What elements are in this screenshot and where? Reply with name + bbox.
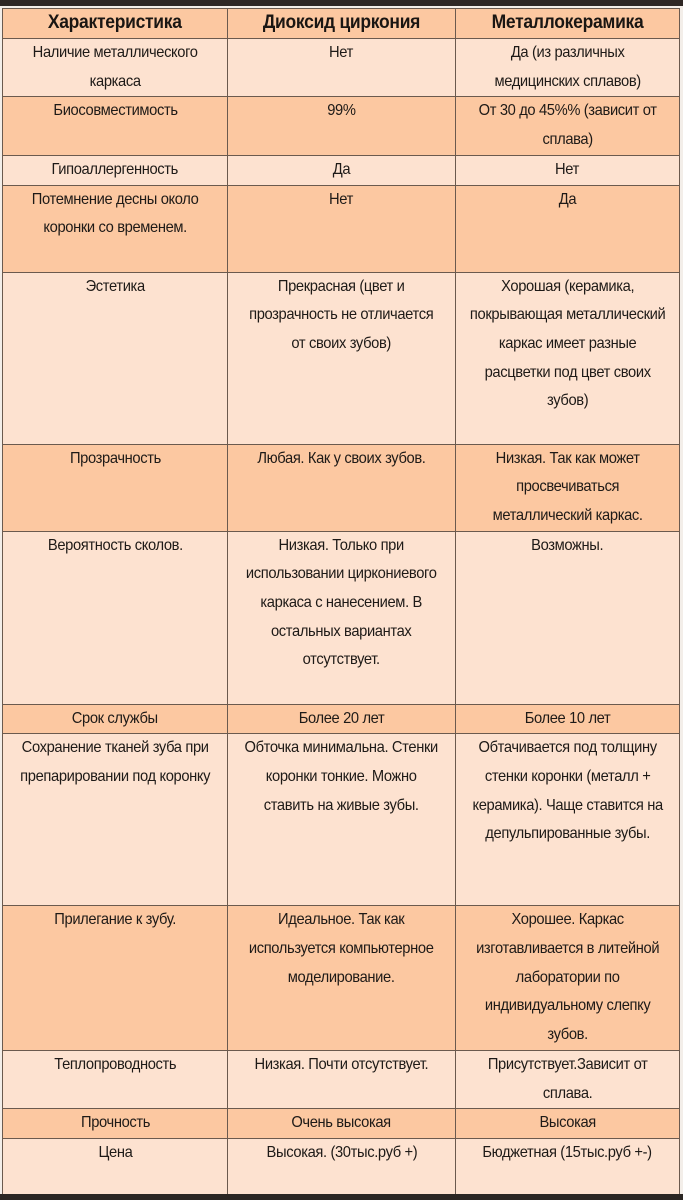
- table-row: [3, 444, 680, 531]
- cell-zirconia: Высокая. (30тыс.руб +): [228, 1138, 455, 1197]
- cell-metal-ceramic: Да: [455, 185, 679, 272]
- table-row: [3, 272, 680, 444]
- cell-zirconia: Очень высокая: [228, 1109, 455, 1139]
- cell-zirconia: Низкая. Почти отсутствует.: [228, 1050, 455, 1108]
- cell-metal-ceramic: Присутствует.Зависит от сплава.: [455, 1050, 679, 1108]
- header-metal-ceramic: Металлокерамика: [455, 9, 679, 39]
- cell-metal-ceramic: Обтачивается под толщину стенки коронки (металл + керамика). Чаще ставится на депульпированные зубы.: [455, 734, 679, 906]
- cell-metal-ceramic: Низкая. Так как может просвечиваться металлический каркас.: [455, 444, 679, 531]
- comparison-table: [2, 8, 680, 1198]
- cell-zirconia: Более 20 лет: [228, 704, 455, 734]
- cell-characteristic: Теплопроводность: [3, 1050, 228, 1108]
- cell-characteristic: Вероятность сколов.: [3, 531, 228, 704]
- table-row: [3, 1050, 680, 1108]
- cell-metal-ceramic: Да (из различных медицинских сплавов): [455, 39, 679, 97]
- table-row: [3, 906, 680, 1051]
- comparison-sheet: [0, 6, 683, 1194]
- table-row: [3, 1138, 680, 1197]
- cell-metal-ceramic: Возможны.: [455, 531, 679, 704]
- cell-characteristic: Потемнение десны около коронки со временем.: [3, 185, 228, 272]
- cell-metal-ceramic: Хорошее. Каркас изготавливается в литейной лаборатории по индивидуальному слепку зубов.: [455, 906, 679, 1051]
- cell-metal-ceramic: Нет: [455, 155, 679, 185]
- table-body: [3, 39, 680, 1198]
- cell-zirconia: Обточка минимальна. Стенки коронки тонкие. Можно ставить на живые зубы.: [228, 734, 455, 906]
- cell-characteristic: Биосовместимость: [3, 97, 228, 155]
- cell-characteristic: Прозрачность: [3, 444, 228, 531]
- cell-characteristic: Прилегание к зубу.: [3, 906, 228, 1051]
- table-row: [3, 39, 680, 97]
- table-row: [3, 734, 680, 906]
- header-zirconia: Диоксид циркония: [228, 9, 455, 39]
- table-row: [3, 1109, 680, 1139]
- cell-zirconia: 99%: [228, 97, 455, 155]
- cell-characteristic: Прочность: [3, 1109, 228, 1139]
- cell-zirconia: Прекрасная (цвет и прозрачность не отличается от своих зубов): [228, 272, 455, 444]
- cell-zirconia: Идеальное. Так как используется компьютерное моделирование.: [228, 906, 455, 1051]
- table-row: [3, 155, 680, 185]
- cell-characteristic: Эстетика: [3, 272, 228, 444]
- table-row: [3, 531, 680, 704]
- cell-metal-ceramic: От 30 до 45%% (зависит от сплава): [455, 97, 679, 155]
- table-row: [3, 185, 680, 272]
- cell-metal-ceramic: Высокая: [455, 1109, 679, 1139]
- bottom-dark-band: [0, 1194, 683, 1200]
- cell-zirconia: Да: [228, 155, 455, 185]
- cell-metal-ceramic: Более 10 лет: [455, 704, 679, 734]
- cell-zirconia: Нет: [228, 39, 455, 97]
- header-characteristic: Характеристика: [3, 9, 228, 39]
- cell-characteristic: Цена: [3, 1138, 228, 1197]
- table-row: [3, 704, 680, 734]
- cell-characteristic: Наличие металлического каркаса: [3, 39, 228, 97]
- cell-zirconia: Любая. Как у своих зубов.: [228, 444, 455, 531]
- table-header-row: [3, 9, 680, 39]
- cell-characteristic: Сохранение тканей зуба при препарировании под коронку: [3, 734, 228, 906]
- cell-zirconia: Нет: [228, 185, 455, 272]
- cell-characteristic: Срок службы: [3, 704, 228, 734]
- cell-metal-ceramic: Бюджетная (15тыс.руб +-): [455, 1138, 679, 1197]
- cell-characteristic: Гипоаллергенность: [3, 155, 228, 185]
- cell-metal-ceramic: Хорошая (керамика, покрывающая металлический каркас имеет разные расцветки под цвет своих зубов): [455, 272, 679, 444]
- table-row: [3, 97, 680, 155]
- cell-zirconia: Низкая. Только при использовании циркониевого каркаса с нанесением. В остальных вариантах отсутствует.: [228, 531, 455, 704]
